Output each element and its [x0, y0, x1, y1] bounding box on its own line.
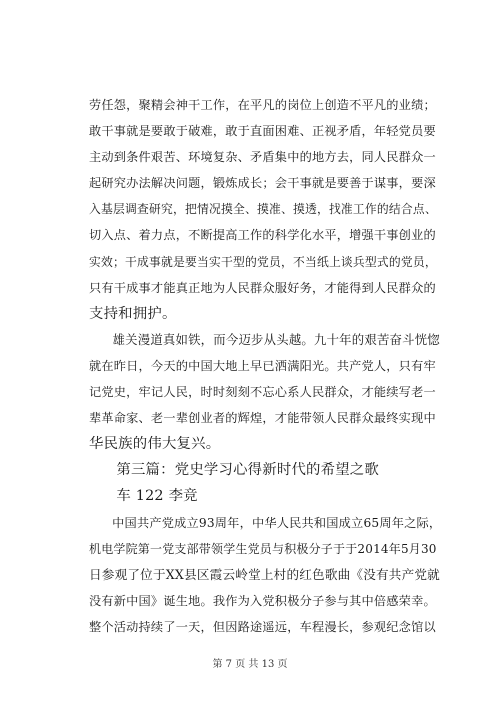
text-line: 车 122 李竞	[116, 488, 198, 505]
text-line: 就在昨日，今天的中国大地上早已洒满阳光。共产党人，只有牢	[89, 358, 436, 373]
text-line: 劳任怨，聚精会神干工作，在平凡的岗位上创造不平凡的业绩；	[89, 98, 436, 112]
text-line: 记党史，牢记人民，时时刻刻不忘心系人民群众，才能续写老一	[89, 385, 436, 400]
text-line: 只有干成事才能真正地为人民群众服好务，才能得到人民群众的	[89, 280, 436, 295]
text-line: 雄关漫道真如铁，而今迈步从头越。九十年的艰苦奋斗恍惚	[112, 331, 440, 347]
text-line: 机电学院第一党支部带领学生党员与积极分子于于2014年5月30	[89, 541, 437, 556]
text-line: 整个活动持续了一天，但因路途遥远，车程漫长，参观纪念馆以	[89, 619, 436, 634]
text-line: 没有新中国》诞生地。我作为入党积极分子参与其中倍感荣幸。	[89, 593, 436, 608]
page-footer: 第 7 页 共 13 页	[212, 659, 288, 670]
text-line: 日参观了位于XX县区霞云岭堂上村的红色歌曲《没有共产党就	[89, 566, 440, 582]
text-line: 辈革命家、老一辈创业者的辉煌，才能带领人民群众最终实现中	[89, 411, 436, 426]
text-line: 中国共产党成立93周年，中华人民共和国成立65周年之际，	[112, 515, 442, 530]
text-line: 华民族的伟大复兴。	[89, 436, 221, 453]
text-line: 实效；干成事就是要当实干型的党员，不当纸上谈兵型式的党员，	[89, 254, 437, 269]
text-line: 入基层调查研究，把情况摸全、摸准、摸透，找准工作的结合点、	[89, 202, 437, 217]
text-line: 切入点、着力点，不断提高工作的科学化水平，增强干事创业的	[89, 228, 436, 243]
text-line: 起研究办法解决问题，锻炼成长；会干事就是要善于谋事，要深	[89, 176, 436, 191]
text-line: 支持和拥护。	[89, 305, 177, 322]
text-line: 主动到条件艰苦、环境复杂、矛盾集中的地方去，同人民群众一	[89, 150, 436, 165]
text-line: 第三篇：党史学习心得新时代的希望之歌	[116, 462, 379, 479]
document-body	[89, 92, 441, 640]
text-line: 敢干事就是要敢于破难，敢于直面困难、正视矛盾，年轻党员要	[89, 124, 436, 139]
